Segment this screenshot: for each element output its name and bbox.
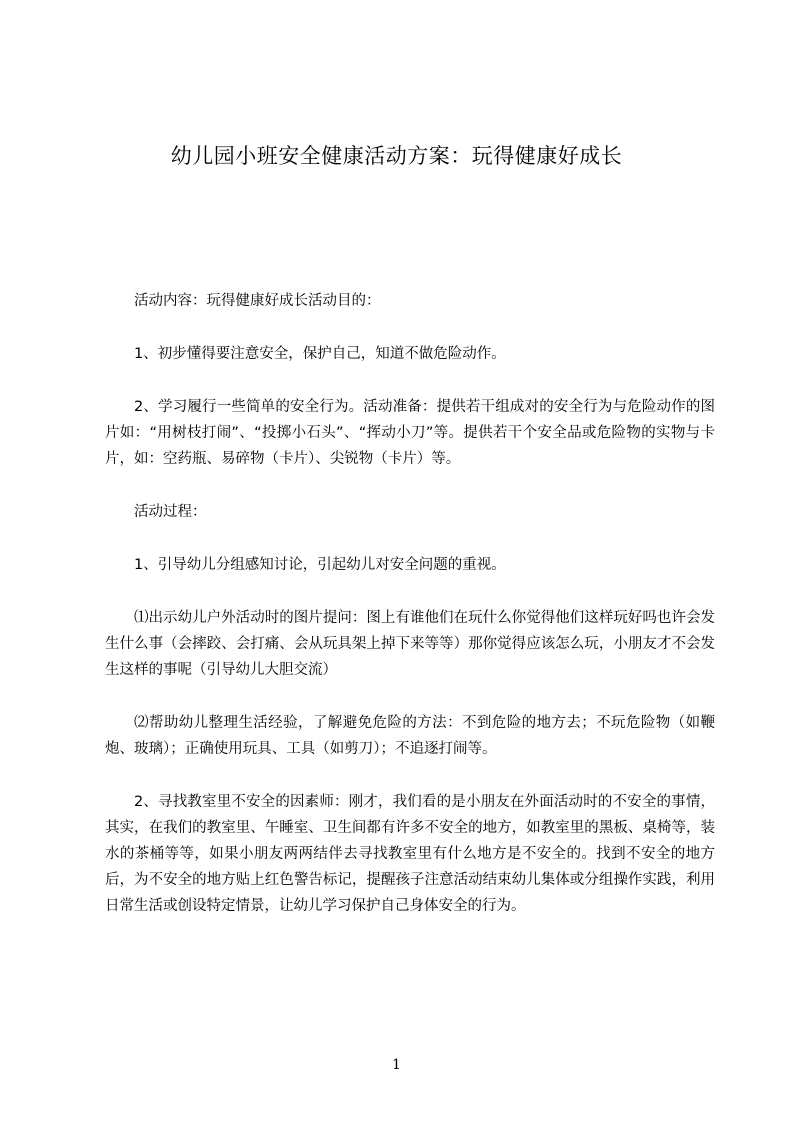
page-number: 1 — [392, 1057, 401, 1073]
paragraph-process-1: 1、引导幼儿分组感知讨论，引起幼儿对安全问题的重视。 — [134, 557, 506, 573]
paragraph-process-heading: 活动过程： — [134, 504, 207, 520]
document-title: 幼儿园小班安全健康活动方案：玩得健康好成长 — [170, 144, 623, 168]
paragraph-goal-2-preparation: 2、学习履行一些简单的安全行为。活动准备：提供若干组成对的安全行为与危险动作的图片如：“用树枝打闹”、“投掷小石头”、“挥动小刀”等。提供若干个安全品或危险物的实物与卡片，如：空药瓶、易碎物（卡片）、尖锐物（卡片）等。 — [105, 399, 715, 467]
paragraph-goal-1: 1、初步懂得要注意安全，保护自己，知道不做危险动作。 — [134, 346, 506, 362]
document-body — [105, 288, 715, 946]
paragraph-process-1b: ⑵帮助幼儿整理生活经验，了解避免危险的方法：不到危险的地方去；不玩危险物（如鞭炮、玻璃）；正确使用玩具、工具（如剪刀）；不追逐打闹等。 — [105, 715, 715, 757]
paragraph-activity-content: 活动内容：玩得健康好成长活动目的： — [134, 293, 381, 309]
paragraph-process-2: 2、寻找教室里不安全的因素师：刚才，我们看的是小朋友在外面活动时的不安全的事情，其实，在我们的教室里、午睡室、卫生间都有许多不安全的地方，如教室里的黑板、桌椅等，装水的茶桶等等，如果小朋友两两结伴去寻找教室里有什么地方是不安全的。找到不安全的地方后，为不安全的地方贴上红色警告标记，提醒孩子注意活动结束幼儿集体或分组操作实践，利用日常生活或创设特定情景，让幼儿学习保护自己身体安全的行为。 — [105, 794, 715, 914]
paragraph-process-1a: ⑴出示幼儿户外活动时的图片提问：图上有谁他们在玩什么你觉得他们这样玩好吗也许会发生什么事（会摔跤、会打痛、会从玩具架上掉下来等等）那你觉得应该怎么玩，小朋友才不会发生这样的事呢（引导幼儿大胆交流） — [105, 610, 715, 678]
